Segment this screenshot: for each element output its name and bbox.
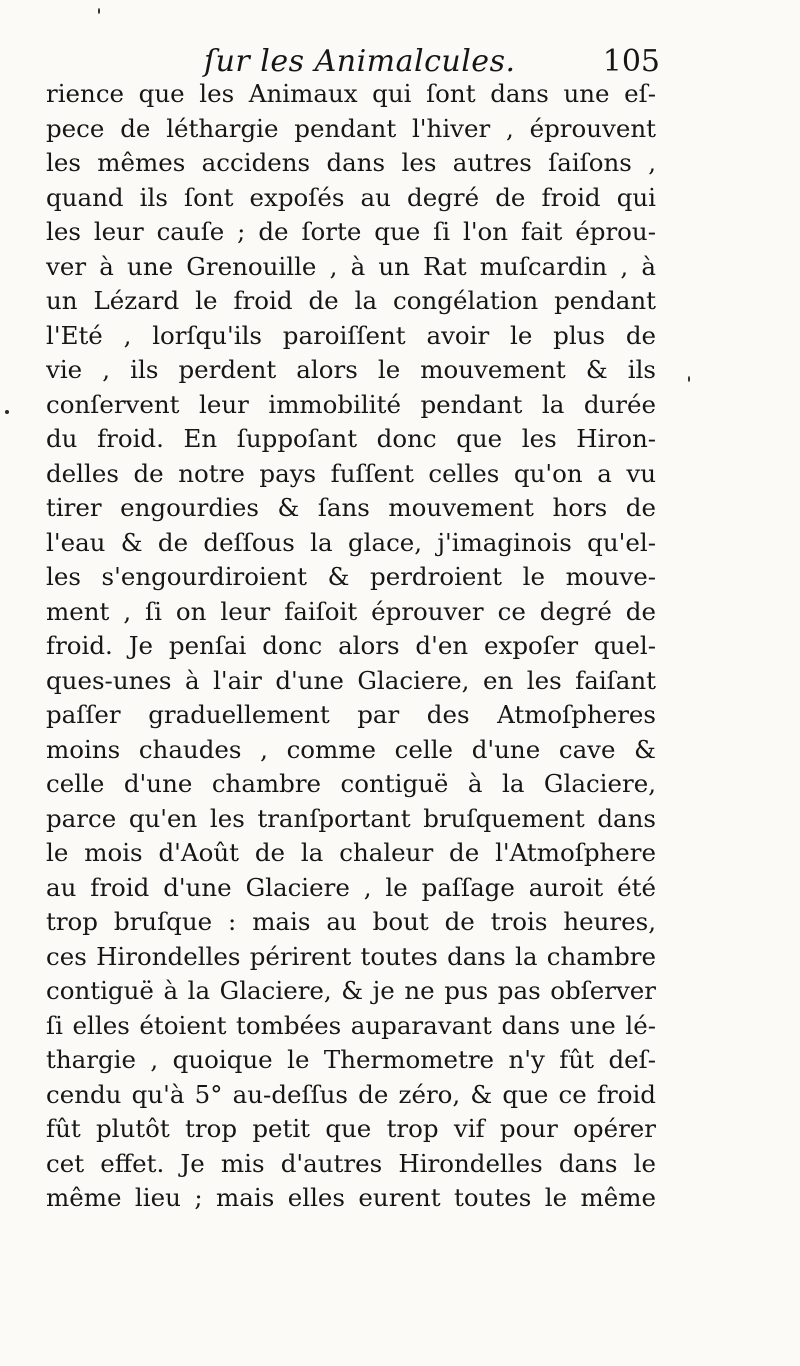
text-line: l'Eté , lorſqu'ils paroiſſent avoir le plus de [46, 320, 656, 350]
text-line: ſi elles étoient tombées auparavant dans une lé- [46, 1010, 656, 1040]
text-line: parce qu'en les tranſportant bruſquement dans [46, 803, 656, 833]
text-line: du froid. En ſuppoſant donc que les Hiron- [46, 424, 656, 453]
text-line: ces Hirondelles périrent toutes dans la chambre [46, 941, 656, 971]
text-line: le mois d'Août de la chaleur de l'Atmoſphere [46, 838, 656, 867]
text-line: delles de notre pays fuſſent celles qu'on a vu [46, 458, 656, 488]
text-line: un Lézard le froid de la congélation pendant [46, 286, 656, 315]
text-line: celle d'une chambre contiguë à la Glaciere, [46, 769, 656, 798]
text-line: thargie , quoique le Thermometre n'y fût deſ- [46, 1045, 656, 1074]
text-line: froid. Je penſai donc alors d'en expoſer quel- [46, 631, 656, 660]
text-line: conſervent leur immobilité pendant la durée [46, 389, 656, 419]
text-line: trop bruſque : mais au bout de trois heures, [46, 907, 656, 936]
text-line: quand ils ſont expoſés au degré de froid qui [46, 182, 656, 212]
text-line: les s'engourdiroient & perdroient le mouve- [46, 562, 656, 591]
text-line: rience que les Animaux qui ſont dans une eſ- [46, 79, 656, 108]
text-line: cendu qu'à 5° au-deſſus de zéro, & que ce froid [46, 1079, 656, 1109]
text-line: moins chaudes , comme celle d'une cave & [46, 734, 656, 764]
text-line: cet effet. Je mis d'autres Hirondelles dans le [46, 1148, 656, 1178]
text-line: ques-unes à l'air d'une Glaciere, en les faiſant [46, 665, 656, 695]
text-line: les mêmes accidens dans les autres ſaiſons , [46, 148, 656, 177]
text-line: ver à une Grenouille , à un Rat muſcardin , à [46, 251, 656, 281]
text-line: tirer engourdies & ſans mouvement hors de [46, 493, 656, 522]
text-line: ment , ſi on leur faiſoit éprouver ce degré de [46, 596, 656, 626]
text-line: au froid d'une Glaciere , le paſſage auroit été [46, 872, 656, 902]
text-line: les leur cauſe ; de ſorte que ſi l'on fait éprou- [46, 217, 656, 246]
body-text [46, 77, 656, 1216]
ink-speck [5, 410, 9, 414]
text-line: même lieu ; mais elles eurent toutes le même [46, 1183, 656, 1212]
ink-speck [688, 376, 690, 382]
page-number: 105 [602, 44, 660, 79]
text-line: l'eau & de deſſous la glace, j'imaginois qu'el- [46, 527, 656, 557]
text-line: vie , ils perdent alors le mouvement & ils [46, 355, 656, 384]
text-line: fût plutôt trop petit que trop vif pour opérer [46, 1114, 656, 1143]
running-title: ſur les Animalcules. [204, 44, 516, 79]
text-line: contiguë à la Glaciere, & je ne pus pas obſerver [46, 976, 656, 1005]
text-line: pece de léthargie pendant l'hiver , éprouvent [46, 113, 656, 143]
text-line: paſſer graduellement par des Atmoſpheres [46, 700, 656, 729]
ink-speck [98, 8, 100, 14]
